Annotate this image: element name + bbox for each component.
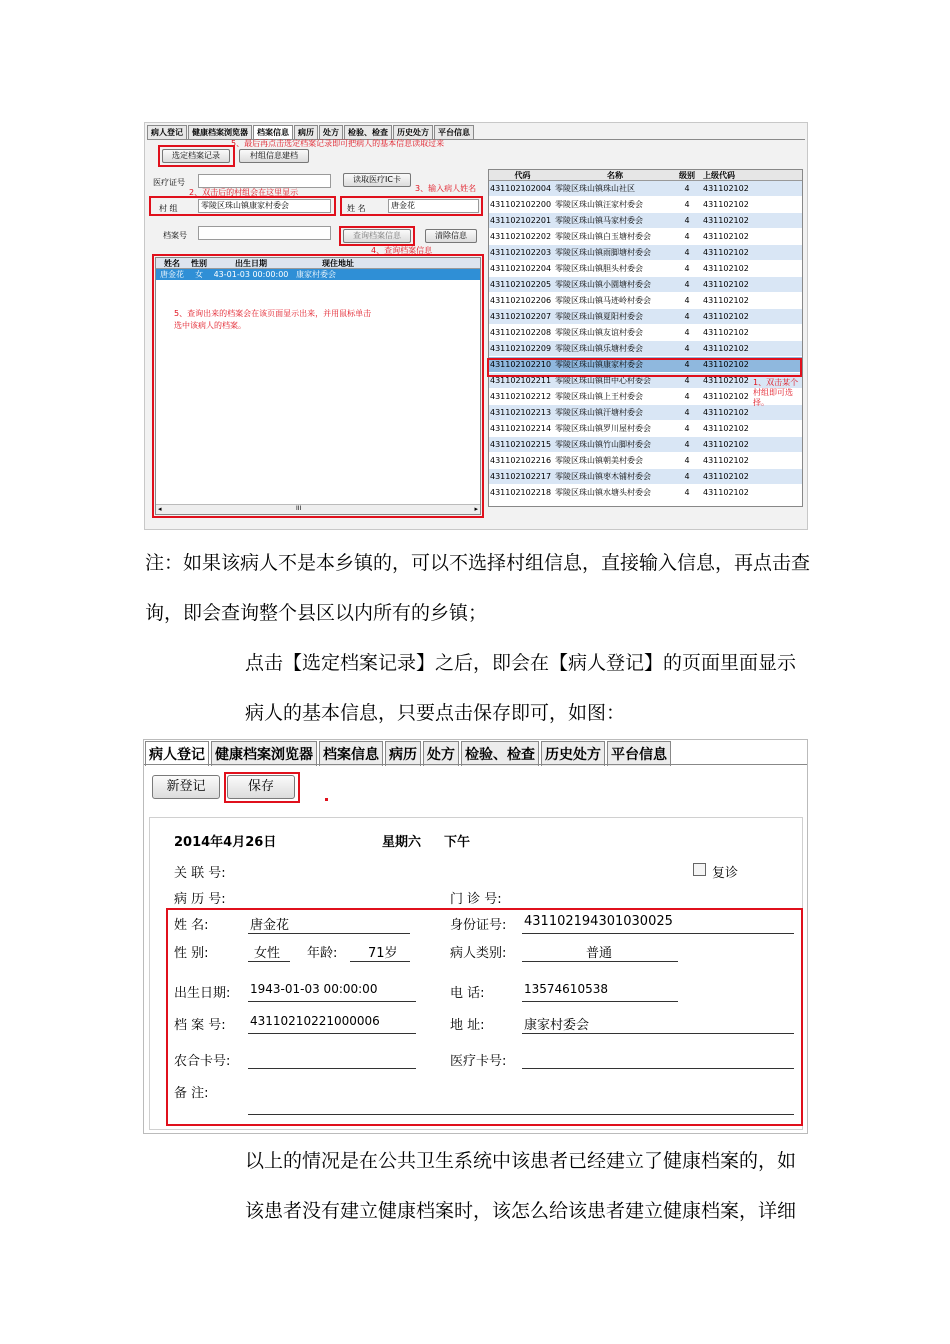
cell-title: 零陵区珠山镇珠山社区 [555, 184, 635, 193]
village-row[interactable] [489, 197, 802, 213]
tab-patient-register[interactable]: 病人登记 [145, 741, 209, 766]
annotation-step1 [753, 378, 809, 408]
cell-parent-code: 431102102 [703, 184, 749, 193]
cell-parent-code: 431102102 [703, 456, 749, 465]
village-row[interactable] [489, 309, 802, 325]
patient-type-label: 病人类别: [450, 946, 507, 961]
cell-level: 4 [684, 328, 690, 337]
clear-info-button[interactable]: 清除信息 [425, 229, 477, 243]
village-row[interactable] [489, 325, 802, 341]
id-no-field[interactable]: 431102194301030025 [524, 914, 673, 929]
address-label: 地 址: [450, 1018, 485, 1033]
cell-code: 431102102206 [490, 296, 552, 305]
birth-label: 出生日期: [174, 986, 231, 1001]
revisit-checkbox[interactable] [693, 863, 706, 876]
file-no-label: 档 案 号: [174, 1018, 226, 1033]
cell-parent-code: 431102102 [703, 248, 749, 257]
cell-title: 零陵区珠山镇罗川屋村委会 [555, 424, 651, 433]
cell-parent-code: 431102102 [703, 392, 749, 401]
cell-title: 零陵区珠山镇乐塘村委会 [555, 344, 643, 353]
tab-history-prescription[interactable]: 历史处方 [541, 741, 605, 766]
rural-card-label: 农合卡号: [174, 1054, 231, 1069]
highlight-selected-village [487, 358, 802, 377]
gender-label: 性 别: [174, 946, 209, 961]
file-no-label: 档案号 [163, 231, 187, 240]
village-row[interactable] [489, 245, 802, 261]
cell-level: 4 [684, 472, 690, 481]
med-cert-label: 医疗证号 [153, 178, 185, 187]
cell-gender: 女 [195, 270, 203, 279]
village-row[interactable] [489, 261, 802, 277]
cell-parent-code: 431102102 [703, 488, 749, 497]
cell-address: 康家村委会 [296, 270, 336, 279]
cell-title: 零陵区珠山镇友谊村委会 [555, 328, 643, 337]
cell-parent-code: 431102102 [703, 312, 749, 321]
read-ic-card-button[interactable]: 读取医疗IC卡 [343, 173, 411, 187]
file-no-input[interactable] [198, 226, 331, 240]
cell-parent-code: 431102102 [703, 360, 749, 369]
cell-code: 431102102217 [490, 472, 552, 481]
cell-title: 零陵区珠山镇枣木铺村委会 [555, 472, 651, 481]
village-row[interactable] [489, 469, 802, 485]
query-archive-button[interactable]: 查询档案信息 [343, 229, 411, 243]
med-card-label: 医疗卡号: [450, 1054, 507, 1069]
village-table [488, 169, 803, 507]
paragraph-line-3: 点击【选定档案记录】之后，即会在【病人登记】的页面里面显示 [245, 652, 797, 674]
id-no-label: 身份证号: [450, 918, 507, 933]
cell-parent-code: 431102102 [703, 280, 749, 289]
cell-level: 4 [684, 248, 690, 257]
med-cert-input[interactable] [198, 174, 331, 188]
patient-type-field[interactable]: 普通 [586, 946, 613, 961]
cell-level: 4 [684, 280, 690, 289]
annotation-step5-line1: 5、查询出来的档案会在该页面显示出来，并用鼠标单击 [174, 309, 372, 318]
cell-level: 4 [684, 456, 690, 465]
tab-lab-exam[interactable]: 检验、检查 [461, 741, 539, 766]
cell-parent-code: 431102102 [703, 296, 749, 305]
cell-code: 431102102216 [490, 456, 552, 465]
village-build-button[interactable]: 村组信息建档 [239, 149, 309, 163]
cell-level: 4 [684, 344, 690, 353]
highlight-village [149, 196, 336, 216]
cell-title: 零陵区珠山镇朝美村委会 [555, 456, 643, 465]
cell-level: 4 [684, 264, 690, 273]
gender-field[interactable]: 女性 [254, 946, 281, 961]
village-row[interactable] [489, 229, 802, 245]
col-name: 姓名 [164, 259, 180, 268]
cell-title: 零陵区珠山镇胆头村委会 [555, 264, 643, 273]
patient-register-screenshot [143, 739, 808, 1134]
tab-prescription[interactable]: 处方 [423, 741, 459, 766]
cell-parent-code: 431102102 [703, 264, 749, 273]
village-input[interactable]: 零陵区珠山镇康家村委会 [198, 199, 331, 213]
village-table-header [489, 170, 802, 181]
cell-code: 431102102214 [490, 424, 552, 433]
tab-medical-record[interactable]: 病历 [385, 741, 421, 766]
cell-title: 零陵区珠山镇马家村委会 [555, 216, 643, 225]
address-field[interactable]: 康家村委会 [524, 1018, 590, 1033]
name-input[interactable]: 唐金花 [388, 199, 479, 213]
tab-history-prescription[interactable]: 历史处方 [393, 125, 433, 140]
annotation-step2: 2、双击后的村组会在这里显示 [189, 188, 299, 197]
village-row[interactable] [489, 293, 802, 309]
cell-level: 4 [684, 296, 690, 305]
annotation-step1-line1: 1、双击某个 [753, 378, 799, 387]
village-label: 村 组 [159, 204, 178, 213]
tab-medical-record[interactable]: 病历 [294, 125, 318, 140]
current-date: 2014年4月26日 [174, 835, 277, 850]
age-field[interactable]: 71岁 [368, 946, 398, 961]
highlight-select-archive [158, 145, 235, 167]
village-row[interactable] [489, 181, 802, 197]
cell-title: 零陵区珠山镇白玉塘村委会 [555, 232, 651, 241]
cell-code: 431102102213 [490, 408, 552, 417]
village-row[interactable] [489, 421, 802, 437]
cell-name: 唐金花 [160, 270, 184, 279]
cell-code: 431102102218 [490, 488, 552, 497]
red-dot [325, 798, 328, 801]
annotation-step5-line2: 选中该病人的档案。 [174, 321, 246, 330]
cell-parent-code: 431102102 [703, 328, 749, 337]
cell-parent-code: 431102102 [703, 344, 749, 353]
assoc-no-label: 关 联 号: [174, 866, 226, 881]
current-weekday: 星期六 [382, 835, 422, 850]
scroll-right-icon[interactable]: ▸ [474, 505, 478, 513]
tab-platform-info[interactable]: 平台信息 [607, 741, 671, 766]
col-gender: 性别 [191, 259, 207, 268]
col-title: 名称 [607, 171, 623, 180]
highlight-patient-table [152, 254, 484, 518]
save-button[interactable]: 保存 [227, 775, 295, 799]
revisit-label: 复诊 [712, 866, 739, 881]
cell-code: 431102102205 [490, 280, 552, 289]
name-label: 姓 名 [347, 204, 366, 213]
annotation-step1-line2: 村组即可选 [753, 388, 793, 397]
new-register-button[interactable]: 新登记 [152, 775, 220, 799]
cell-code: 431102102200 [490, 200, 552, 209]
cell-level: 4 [684, 216, 690, 225]
cell-title: 零陵区珠山镇汗塘村委会 [555, 408, 643, 417]
select-archive-button[interactable]: 选定档案记录 [162, 149, 230, 163]
paragraph-line-2: 询，即会查询整个县区以内所有的乡镇； [145, 602, 488, 624]
tab-bar-2 [145, 741, 673, 766]
village-row[interactable] [489, 277, 802, 293]
village-row[interactable] [489, 341, 802, 357]
annotation-step5-top: 5、最后再点击选定档案记录即可把病人的基本信息读取过来 [231, 139, 445, 148]
annotation-step1-line3: 择。 [753, 398, 769, 407]
cell-parent-code: 431102102 [703, 472, 749, 481]
cell-level: 4 [684, 184, 690, 193]
cell-code: 431102102203 [490, 248, 552, 257]
age-label: 年龄: [307, 946, 338, 961]
cell-level: 4 [684, 312, 690, 321]
paragraph-line-4: 病人的基本信息，只要点击保存即可，如图： [245, 702, 626, 724]
phone-field[interactable]: 13574610538 [524, 982, 608, 996]
cell-code: 431102102212 [490, 392, 552, 401]
cell-level: 4 [684, 232, 690, 241]
cell-level: 4 [684, 360, 690, 369]
cell-code: 431102102202 [490, 232, 552, 241]
cell-parent-code: 431102102 [703, 408, 749, 417]
scroll-thumb-grip: III [296, 505, 302, 512]
annotation-step4: 4、查询档案信息 [371, 246, 433, 255]
phone-label: 电 话: [450, 986, 485, 1001]
cell-level: 4 [684, 200, 690, 209]
cell-title: 零陵区珠山镇夏阳村委会 [555, 312, 643, 321]
cell-title: 零陵区珠山镇康家村委会 [555, 360, 643, 369]
village-row[interactable] [489, 485, 802, 501]
cell-code: 431102102004 [490, 184, 552, 193]
highlight-name [340, 196, 483, 216]
cell-parent-code: 431102102 [703, 376, 749, 385]
tab-divider-2 [144, 764, 807, 765]
current-period: 下午 [444, 835, 471, 850]
cell-code: 431102102207 [490, 312, 552, 321]
remark-label: 备 注: [174, 1086, 209, 1101]
tab-health-archive-browser[interactable]: 健康档案浏览器 [211, 741, 317, 766]
archive-info-screenshot [144, 122, 808, 530]
cell-code: 431102102211 [490, 376, 552, 385]
cell-title: 零陵区珠山镇马迹岭村委会 [555, 296, 651, 305]
clinic-no-label: 门 诊 号: [450, 892, 502, 907]
cell-title: 零陵区珠山镇田中心村委会 [555, 376, 651, 385]
tab-archive-info[interactable]: 档案信息 [253, 125, 293, 140]
tab-lab-exam[interactable]: 检验、检查 [344, 125, 392, 140]
highlight-patient-info [166, 908, 803, 1126]
tab-platform-info[interactable]: 平台信息 [434, 125, 474, 140]
col-level: 级别 [679, 171, 695, 180]
cell-level: 4 [684, 376, 690, 385]
cell-level: 4 [684, 392, 690, 401]
cell-parent-code: 431102102 [703, 200, 749, 209]
paragraph-line-6: 该患者没有建立健康档案时，该怎么给该患者建立健康档案，详细 [245, 1200, 797, 1222]
col-code: 代码 [514, 171, 531, 180]
cell-code: 431102102204 [490, 264, 552, 273]
col-birth: 出生日期 [235, 259, 267, 268]
cell-title: 零陵区珠山镇汪家村委会 [555, 200, 643, 209]
cell-parent-code: 431102102 [703, 424, 749, 433]
highlight-save [224, 772, 300, 803]
tab-archive-info[interactable]: 档案信息 [319, 741, 383, 766]
annotation-step3: 3、输入病人姓名 [415, 184, 477, 193]
cell-level: 4 [684, 408, 690, 417]
cell-code: 431102102215 [490, 440, 552, 449]
paragraph-line-1: 注：如果该病人不是本乡镇的，可以不选择村组信息，直接输入信息，再点击查 [145, 552, 811, 574]
tab-prescription[interactable]: 处方 [319, 125, 343, 140]
village-list [489, 181, 802, 501]
cell-code: 431102102209 [490, 344, 552, 353]
village-row[interactable] [489, 453, 802, 469]
tab-health-archive-browser[interactable]: 健康档案浏览器 [188, 125, 252, 140]
cell-code: 431102102210 [490, 360, 552, 369]
file-no-field[interactable]: 43110210221000006 [250, 1014, 380, 1028]
paragraph-line-5: 以上的情况是在公共卫生系统中该患者已经建立了健康档案的，如 [245, 1150, 797, 1172]
village-row[interactable] [489, 437, 802, 453]
name-label: 姓 名: [174, 918, 209, 933]
cell-level: 4 [684, 424, 690, 433]
col-parent-code: 上级代码 [703, 171, 735, 180]
village-row[interactable] [489, 213, 802, 229]
cell-birth: 43-01-03 00:00:00 [213, 270, 289, 279]
cell-level: 4 [684, 488, 690, 497]
cell-parent-code: 431102102 [703, 216, 749, 225]
cell-code: 431102102208 [490, 328, 552, 337]
record-no-label: 病 历 号: [174, 892, 226, 907]
cell-title: 零陵区珠山镇雨脚塘村委会 [555, 248, 651, 257]
cell-title: 零陵区珠山镇竹山脚村委会 [555, 440, 651, 449]
cell-title: 零陵区珠山镇小園塘村委会 [555, 280, 651, 289]
cell-level: 4 [684, 440, 690, 449]
cell-parent-code: 431102102 [703, 440, 749, 449]
cell-parent-code: 431102102 [703, 232, 749, 241]
cell-code: 431102102201 [490, 216, 552, 225]
name-field[interactable]: 唐金花 [250, 918, 290, 933]
highlight-query [339, 226, 415, 246]
scroll-left-icon[interactable]: ◂ [158, 505, 162, 513]
birth-field[interactable]: 1943-01-03 00:00:00 [250, 982, 378, 996]
tab-patient-register[interactable]: 病人登记 [147, 125, 187, 140]
cell-title: 零陵区珠山镇上王村委会 [555, 392, 643, 401]
cell-title: 零陵区珠山镇水塘头村委会 [555, 488, 651, 497]
col-address: 现住地址 [322, 259, 354, 268]
